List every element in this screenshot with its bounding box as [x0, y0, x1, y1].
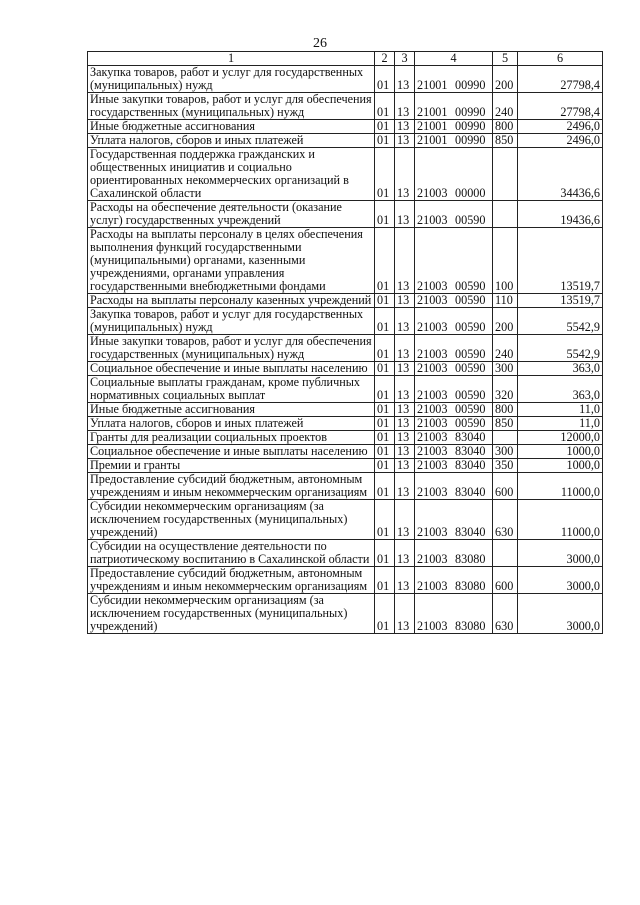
row-section: 01 — [375, 567, 395, 594]
row-expense-type: 850 — [493, 134, 518, 148]
header-col-3: 3 — [395, 52, 415, 66]
table-row — [88, 594, 603, 634]
row-name: Предоставление субсидий бюджетным, автономным учреждениям и иным некоммерческим организациям — [88, 567, 375, 594]
row-amount: 19436,6 — [518, 201, 603, 228]
row-direction-code: 00990 — [455, 105, 486, 119]
row-target-code — [415, 148, 493, 201]
header-col-2: 2 — [375, 52, 395, 66]
row-target-code — [415, 459, 493, 473]
row-subsection: 13 — [395, 308, 415, 335]
row-expense-type: 320 — [493, 376, 518, 403]
row-program-code: 21001 — [417, 105, 448, 119]
row-program-code: 21003 — [417, 347, 448, 361]
row-direction-code: 00990 — [455, 78, 486, 92]
row-name: Иные закупки товаров, работ и услуг для обеспечения государственных (муниципальных) нужд — [88, 93, 375, 120]
row-amount: 13519,7 — [518, 228, 603, 294]
row-program-code: 21003 — [417, 552, 448, 566]
row-program-code: 21003 — [417, 525, 448, 539]
row-section: 01 — [375, 403, 395, 417]
row-program-code: 21003 — [417, 458, 448, 472]
row-name: Социальное обеспечение и иные выплаты населению — [88, 362, 375, 376]
row-subsection: 13 — [395, 376, 415, 403]
row-amount: 11000,0 — [518, 500, 603, 540]
row-direction-code: 00590 — [455, 402, 486, 416]
row-amount: 3000,0 — [518, 594, 603, 634]
row-program-code: 21003 — [417, 279, 448, 293]
row-expense-type: 800 — [493, 403, 518, 417]
row-section: 01 — [375, 540, 395, 567]
row-target-code — [415, 567, 493, 594]
row-subsection: 13 — [395, 567, 415, 594]
row-name: Расходы на выплаты персоналу казенных учреждений — [88, 294, 375, 308]
row-amount: 363,0 — [518, 362, 603, 376]
row-direction-code: 00590 — [455, 279, 486, 293]
row-name: Субсидии на осуществление деятельности по патриотическому воспитанию в Сахалинской области — [88, 540, 375, 567]
row-name: Гранты для реализации социальных проектов — [88, 431, 375, 445]
row-subsection: 13 — [395, 120, 415, 134]
row-amount: 2496,0 — [518, 134, 603, 148]
header-col-5: 5 — [493, 52, 518, 66]
row-program-code: 21003 — [417, 444, 448, 458]
row-target-code — [415, 540, 493, 567]
row-subsection: 13 — [395, 228, 415, 294]
table-row — [88, 376, 603, 403]
row-name: Закупка товаров, работ и услуг для государственных (муниципальных) нужд — [88, 66, 375, 93]
row-subsection: 13 — [395, 540, 415, 567]
row-subsection: 13 — [395, 148, 415, 201]
row-name: Уплата налогов, сборов и иных платежей — [88, 134, 375, 148]
row-program-code: 21003 — [417, 485, 448, 499]
page-number: 26 — [313, 36, 327, 51]
table-row — [88, 445, 603, 459]
row-section: 01 — [375, 594, 395, 634]
row-expense-type: 200 — [493, 308, 518, 335]
row-direction-code: 00590 — [455, 347, 486, 361]
row-expense-type: 200 — [493, 66, 518, 93]
row-name: Социальные выплаты гражданам, кроме публичных нормативных социальных выплат — [88, 376, 375, 403]
row-program-code: 21001 — [417, 133, 448, 147]
row-subsection: 13 — [395, 459, 415, 473]
row-expense-type: 240 — [493, 93, 518, 120]
row-expense-type — [493, 201, 518, 228]
row-direction-code: 83080 — [455, 579, 486, 593]
row-target-code — [415, 594, 493, 634]
row-direction-code: 00000 — [455, 186, 486, 200]
row-expense-type: 800 — [493, 120, 518, 134]
row-expense-type: 300 — [493, 445, 518, 459]
row-program-code: 21003 — [417, 320, 448, 334]
row-program-code: 21003 — [417, 388, 448, 402]
row-amount: 27798,4 — [518, 93, 603, 120]
row-expense-type: 240 — [493, 335, 518, 362]
header-col-4: 4 — [415, 52, 493, 66]
row-amount: 27798,4 — [518, 66, 603, 93]
row-name: Закупка товаров, работ и услуг для государственных (муниципальных) нужд — [88, 308, 375, 335]
table-row — [88, 148, 603, 201]
row-target-code — [415, 66, 493, 93]
row-direction-code: 00590 — [455, 213, 486, 227]
row-amount: 11,0 — [518, 417, 603, 431]
row-subsection: 13 — [395, 431, 415, 445]
row-amount: 1000,0 — [518, 445, 603, 459]
row-name: Расходы на выплаты персоналу в целях обеспечения выполнения функций государственными (муниципальными) органами, казенными учреждениями, органами управления государственными внебюджетными фондами — [88, 228, 375, 294]
row-expense-type — [493, 148, 518, 201]
row-section: 01 — [375, 362, 395, 376]
row-target-code — [415, 417, 493, 431]
row-expense-type: 600 — [493, 473, 518, 500]
row-subsection: 13 — [395, 134, 415, 148]
row-section: 01 — [375, 134, 395, 148]
row-direction-code: 83040 — [455, 458, 486, 472]
table-row — [88, 120, 603, 134]
row-target-code — [415, 445, 493, 459]
row-direction-code: 00590 — [455, 388, 486, 402]
row-target-code — [415, 93, 493, 120]
table-row — [88, 335, 603, 362]
row-direction-code: 83080 — [455, 619, 486, 633]
row-subsection: 13 — [395, 417, 415, 431]
row-direction-code: 83040 — [455, 485, 486, 499]
row-name: Субсидии некоммерческим организациям (за исключением государственных (муниципальных) учреждений) — [88, 594, 375, 634]
row-expense-type: 630 — [493, 500, 518, 540]
row-amount: 5542,9 — [518, 308, 603, 335]
row-amount: 11,0 — [518, 403, 603, 417]
row-target-code — [415, 308, 493, 335]
row-target-code — [415, 431, 493, 445]
row-name: Предоставление субсидий бюджетным, автономным учреждениям и иным некоммерческим организациям — [88, 473, 375, 500]
row-name: Расходы на обеспечение деятельности (оказание услуг) государственных учреждений — [88, 201, 375, 228]
row-direction-code: 83040 — [455, 430, 486, 444]
row-section: 01 — [375, 500, 395, 540]
row-section: 01 — [375, 148, 395, 201]
table-row — [88, 294, 603, 308]
row-program-code: 21003 — [417, 186, 448, 200]
row-target-code — [415, 201, 493, 228]
row-subsection: 13 — [395, 473, 415, 500]
row-section: 01 — [375, 228, 395, 294]
table-row — [88, 403, 603, 417]
row-direction-code: 00590 — [455, 320, 486, 334]
row-program-code: 21003 — [417, 416, 448, 430]
row-program-code: 21003 — [417, 619, 448, 633]
row-amount: 34436,6 — [518, 148, 603, 201]
table-row — [88, 417, 603, 431]
row-expense-type: 110 — [493, 294, 518, 308]
row-amount: 2496,0 — [518, 120, 603, 134]
row-subsection: 13 — [395, 594, 415, 634]
row-program-code: 21003 — [417, 361, 448, 375]
row-amount: 3000,0 — [518, 567, 603, 594]
row-section: 01 — [375, 431, 395, 445]
row-subsection: 13 — [395, 294, 415, 308]
row-program-code: 21001 — [417, 78, 448, 92]
row-expense-type: 850 — [493, 417, 518, 431]
row-target-code — [415, 473, 493, 500]
row-subsection: 13 — [395, 335, 415, 362]
row-amount: 5542,9 — [518, 335, 603, 362]
row-section: 01 — [375, 445, 395, 459]
table-row — [88, 431, 603, 445]
table-row — [88, 567, 603, 594]
row-target-code — [415, 228, 493, 294]
row-section: 01 — [375, 473, 395, 500]
row-direction-code: 00590 — [455, 293, 486, 307]
table-row — [88, 459, 603, 473]
row-amount: 13519,7 — [518, 294, 603, 308]
row-direction-code: 83040 — [455, 525, 486, 539]
header-row — [88, 52, 603, 66]
table-row — [88, 201, 603, 228]
row-name: Премии и гранты — [88, 459, 375, 473]
row-subsection: 13 — [395, 201, 415, 228]
row-amount: 12000,0 — [518, 431, 603, 445]
row-expense-type: 600 — [493, 567, 518, 594]
row-amount: 1000,0 — [518, 459, 603, 473]
header-col-1: 1 — [88, 52, 375, 66]
row-target-code — [415, 362, 493, 376]
row-section: 01 — [375, 93, 395, 120]
row-section: 01 — [375, 120, 395, 134]
row-amount: 3000,0 — [518, 540, 603, 567]
row-target-code — [415, 120, 493, 134]
row-name: Иные бюджетные ассигнования — [88, 120, 375, 134]
row-direction-code: 00590 — [455, 416, 486, 430]
row-section: 01 — [375, 294, 395, 308]
row-target-code — [415, 403, 493, 417]
table-row — [88, 93, 603, 120]
row-amount: 11000,0 — [518, 473, 603, 500]
row-target-code — [415, 335, 493, 362]
row-expense-type: 350 — [493, 459, 518, 473]
row-expense-type — [493, 540, 518, 567]
row-name: Иные бюджетные ассигнования — [88, 403, 375, 417]
row-program-code: 21003 — [417, 213, 448, 227]
row-subsection: 13 — [395, 362, 415, 376]
row-program-code: 21001 — [417, 119, 448, 133]
row-name: Иные закупки товаров, работ и услуг для обеспечения государственных (муниципальных) нужд — [88, 335, 375, 362]
row-subsection: 13 — [395, 500, 415, 540]
row-direction-code: 00590 — [455, 361, 486, 375]
row-name: Социальное обеспечение и иные выплаты населению — [88, 445, 375, 459]
row-section: 01 — [375, 201, 395, 228]
row-target-code — [415, 376, 493, 403]
row-subsection: 13 — [395, 93, 415, 120]
row-program-code: 21003 — [417, 430, 448, 444]
table-row — [88, 362, 603, 376]
table-row — [88, 228, 603, 294]
row-target-code — [415, 134, 493, 148]
row-target-code — [415, 500, 493, 540]
table-row — [88, 308, 603, 335]
row-expense-type: 630 — [493, 594, 518, 634]
row-section: 01 — [375, 308, 395, 335]
row-target-code — [415, 294, 493, 308]
budget-table — [87, 51, 603, 634]
row-direction-code: 83080 — [455, 552, 486, 566]
row-program-code: 21003 — [417, 579, 448, 593]
row-section: 01 — [375, 417, 395, 431]
row-direction-code: 83040 — [455, 444, 486, 458]
row-section: 01 — [375, 459, 395, 473]
row-expense-type: 300 — [493, 362, 518, 376]
row-name: Уплата налогов, сборов и иных платежей — [88, 417, 375, 431]
table-row — [88, 66, 603, 93]
row-subsection: 13 — [395, 403, 415, 417]
row-direction-code: 00990 — [455, 119, 486, 133]
row-subsection: 13 — [395, 445, 415, 459]
row-amount: 363,0 — [518, 376, 603, 403]
table-row — [88, 500, 603, 540]
row-expense-type: 100 — [493, 228, 518, 294]
row-section: 01 — [375, 335, 395, 362]
table-row — [88, 540, 603, 567]
row-section: 01 — [375, 66, 395, 93]
row-subsection: 13 — [395, 66, 415, 93]
row-direction-code: 00990 — [455, 133, 486, 147]
row-program-code: 21003 — [417, 402, 448, 416]
header-col-6: 6 — [518, 52, 603, 66]
table-row — [88, 134, 603, 148]
row-expense-type — [493, 431, 518, 445]
row-section: 01 — [375, 376, 395, 403]
row-program-code: 21003 — [417, 293, 448, 307]
row-name: Государственная поддержка гражданских и общественных инициатив и социально ориентированных некоммерческих организаций в Сахалинской области — [88, 148, 375, 201]
row-name: Субсидии некоммерческим организациям (за исключением государственных (муниципальных) учреждений) — [88, 500, 375, 540]
table-row — [88, 473, 603, 500]
